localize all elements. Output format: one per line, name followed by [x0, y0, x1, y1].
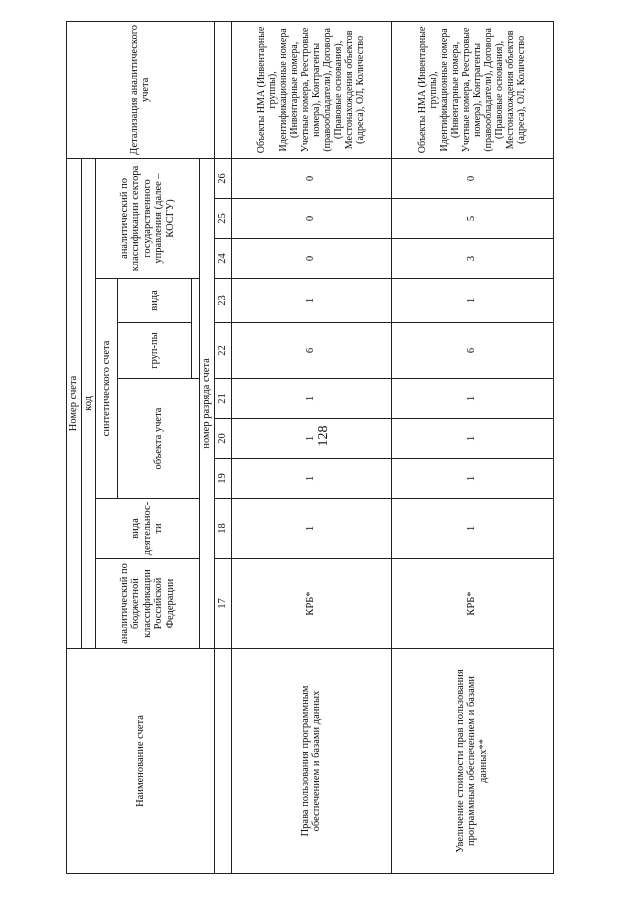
row-cell-23: 1 — [391, 279, 553, 323]
header-kind: вида — [118, 279, 192, 323]
row-cell-19: 1 — [231, 459, 391, 499]
row-account-name: Увеличение стоимости прав пользования программным обеспечением и базами данных** — [391, 649, 553, 874]
row-cell-24: 0 — [231, 239, 391, 279]
row-cell-24: 3 — [391, 239, 553, 279]
row-cell-26: 0 — [231, 158, 391, 198]
row-cell-26: 0 — [391, 158, 553, 198]
header-accounting-object: объекта учета — [118, 379, 200, 499]
header-account-name: Наименование счета — [67, 649, 215, 874]
column-number: 26 — [214, 158, 231, 198]
row-cell-18: 1 — [231, 499, 391, 559]
row-cell-20: 1 — [231, 419, 391, 459]
colnum-blank-name — [214, 649, 231, 874]
header-synthetic-account: синтетического счета — [96, 279, 118, 499]
column-number: 19 — [214, 459, 231, 499]
header-group: груп-пы — [118, 323, 192, 379]
row-cell-17: КРБ* — [231, 559, 391, 649]
column-number: 23 — [214, 279, 231, 323]
header-spacer — [192, 279, 200, 379]
column-number: 21 — [214, 379, 231, 419]
row-cell-19: 1 — [391, 459, 553, 499]
column-number: 22 — [214, 323, 231, 379]
row-cell-18: 1 — [391, 499, 553, 559]
header-analytic-budget: аналитический по бюджетной классификации Российской Федерации — [96, 559, 200, 649]
row-cell-21: 1 — [391, 379, 553, 419]
header-account-number: Номер счета — [67, 158, 82, 648]
column-number: 24 — [214, 239, 231, 279]
header-code: код — [81, 158, 96, 648]
header-digit-number: номер разряда счета — [200, 158, 215, 648]
row-cell-25: 0 — [231, 199, 391, 239]
row-cell-17: КРБ* — [391, 559, 553, 649]
colnum-blank-detail — [214, 21, 231, 158]
account-table-wrapper — [66, 22, 551, 874]
header-analytic-kosgu: аналитический по классификации сектора государственного управления (далее – КОСГУ) — [96, 158, 200, 278]
header-analytic-detail: Детализация аналитического учета — [67, 21, 215, 158]
header-activity-type: вида деятельнос-ти — [96, 499, 200, 559]
row-cell-22: 6 — [231, 323, 391, 379]
table-row — [231, 21, 391, 873]
rotated-table-container — [66, 22, 551, 874]
row-detail: Объекты НМА (Инвентарные группы), Идентификационные номера (Инвентарные номера, Учетные номера, Реестровые номера), Контрагенты (правообладатели), Договора (Правовые основания), Местонахождения объектов (адреса), ОЛ, Количество — [391, 21, 553, 158]
row-cell-21: 1 — [231, 379, 391, 419]
row-account-name: Права пользования программным обеспечением и базами данных — [231, 649, 391, 874]
row-cell-20: 1 — [391, 419, 553, 459]
page-number: 128 — [316, 425, 331, 447]
row-cell-25: 5 — [391, 199, 553, 239]
table-row — [391, 21, 553, 873]
column-number: 18 — [214, 499, 231, 559]
row-cell-22: 6 — [391, 323, 553, 379]
row-detail: Объекты НМА (Инвентарные группы), Идентификационные номера (Инвентарные номера, Учетные номера, Реестровые номера), Контрагенты (правообладатели), Договора (Правовые основания), Местонахождения объектов (адреса), ОЛ, Количество — [231, 21, 391, 158]
account-table — [66, 21, 554, 874]
column-number: 20 — [214, 419, 231, 459]
column-number: 25 — [214, 199, 231, 239]
column-number: 17 — [214, 559, 231, 649]
row-cell-23: 1 — [231, 279, 391, 323]
